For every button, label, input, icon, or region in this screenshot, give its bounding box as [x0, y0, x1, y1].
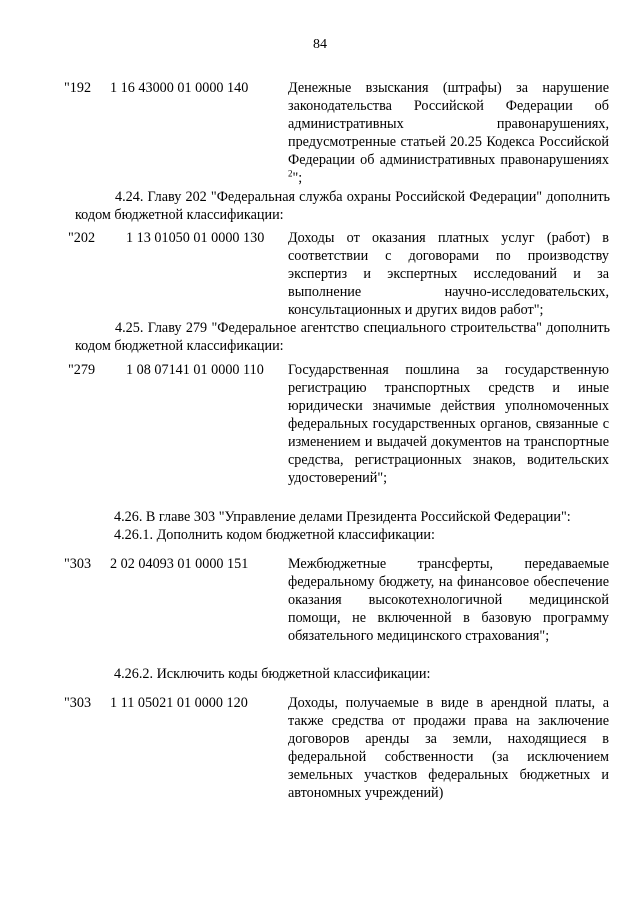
footnote-ref: 2 [288, 168, 293, 179]
admin-code: "279 [68, 362, 96, 378]
kbk-code: 1 11 05021 01 0000 120 [110, 695, 248, 711]
paragraph-4-26: 4.26. В главе 303 "Управление делами Президента Российской Федерации": [114, 509, 571, 525]
admin-code: "303 [64, 556, 92, 572]
kbk-code: 2 02 04093 01 0000 151 [110, 556, 249, 572]
page-number: 84 [313, 37, 327, 52]
paragraph-4-26-1: 4.26.1. Дополнить кодом бюджетной классификации: [114, 527, 435, 543]
kbk-description: Доходы от оказания платных услуг (работ) в соответствии с договорами по производству экспертиз и экспертных исследований и за выполнение научно-исследовательских, консультационных и других видов работ"; [288, 230, 609, 318]
kbk-code: 1 13 01050 01 0000 130 [126, 230, 265, 246]
paragraph-4-24: 4.24. Главу 202 "Федеральная служба охраны Российской Федерации" дополнить кодом бюджетной классификации: [75, 189, 610, 223]
admin-code: "202 [68, 230, 96, 246]
kbk-description: Государственная пошлина за государственную регистрацию транспортных средств и иные юридически значимые действия уполномоченных федеральных государственных органов, связанные с изменением и выдачей документов на транспортные средства, регистрационных знаков, водительских удостоверений"; [288, 362, 609, 486]
kbk-code: 1 16 43000 01 0000 140 [110, 80, 249, 96]
paragraph-4-25: 4.25. Главу 279 "Федеральное агентство специального строительства" дополнить кодом бюджетной классификации: [75, 320, 610, 354]
kbk-description: Денежные взыскания (штрафы) за нарушение законодательства Российской Федерации об административных правонарушениях, предусмотренные статьей 20.25 Кодекса Российской Федерации об административных правонарушениях $^2$"; [288, 80, 609, 186]
admin-code: "192 [64, 80, 92, 96]
kbk-description: Доходы, получаемые в виде в арендной платы, а также средства от продажи права на заключение договоров аренды за земли, находящиеся в федеральной собственности (за исключением земельных участков федеральных бюджетных и автономных учреждений) [288, 695, 609, 801]
paragraph-4-26-2: 4.26.2. Исключить коды бюджетной классификации: [114, 666, 431, 682]
kbk-code: 1 08 07141 01 0000 110 [126, 362, 264, 378]
admin-code: "303 [64, 695, 92, 711]
kbk-description: Межбюджетные трансферты, передаваемые федеральному бюджету, на финансовое обеспечение оказания высокотехнологичной медицинской помощи, не включенной в базовую программу обязательного медицинского страхования"; [288, 556, 609, 644]
